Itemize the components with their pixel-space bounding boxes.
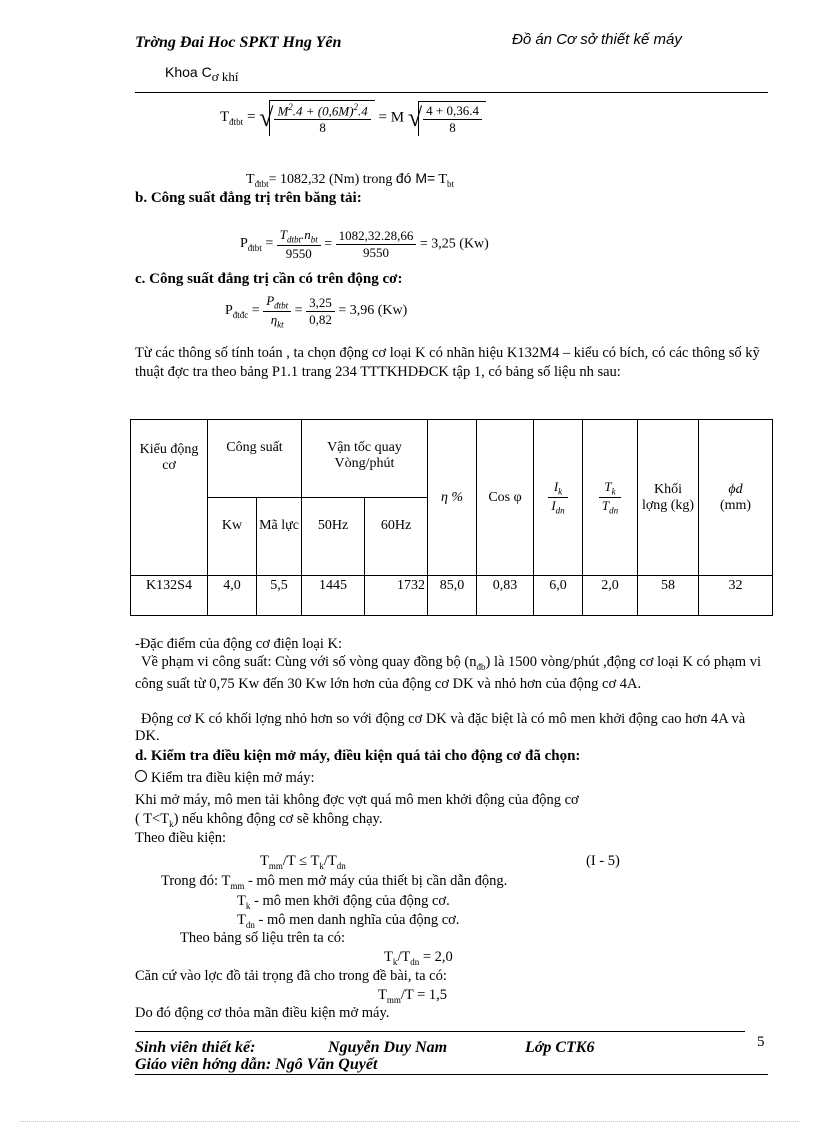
ratio-tk-tdn: $T_k/T_{dn} = 2,0$ bbox=[384, 949, 453, 967]
th-mass: Khối lợng (kg) bbox=[638, 420, 699, 576]
th-cos: Cos φ bbox=[477, 420, 534, 576]
teacher: Giáo viên hớng dẫn: Ngô Văn Quyết bbox=[135, 1056, 378, 1073]
student-name: Nguyễn Duy Nam bbox=[328, 1039, 448, 1056]
student-label: Sinh viên thiết kế: bbox=[135, 1039, 256, 1056]
th-50hz: 50Hz bbox=[302, 498, 365, 576]
where-tmm: Trong đó: $T_{mm}$ - mô men mở máy của thiết bị cần dẫn động. bbox=[161, 873, 508, 891]
formula-pdtbt: $P_{đtbt}$ = $\frac{T_{dtbt}.n_{bt}}{9550}$ = $\frac{1082,32.28,66}{9550}$ = 3,25 (Kw) bbox=[240, 227, 489, 261]
load-diagram-note: Căn cứ vào lợc đồ tải trọng đã cho trong đề bài, ta có: bbox=[135, 968, 447, 984]
features-torque: Động cơ K có khối lợng nhỏ hơn so với động cơ DK và đặc biệt là có mô men khởi động cao hơn 4A và DK. bbox=[135, 711, 746, 744]
th-type: Kiểu động cơ bbox=[131, 420, 208, 576]
cell-mass: 58 bbox=[638, 576, 699, 616]
check-line1: Khi mở máy, mô men tải không đợc vợt quá mô men khởi động của động cơ bbox=[135, 792, 579, 808]
cond-number: (I - 5) bbox=[586, 853, 620, 869]
cell-eta: 85,0 bbox=[428, 576, 477, 616]
th-diameter: ϕd (mm) bbox=[699, 420, 773, 576]
footer-rule-top bbox=[135, 1031, 745, 1032]
intro-paragraph: Từ các thông số tính toán , ta chọn động cơ loại K có nhãn hiệu K132M4 – kiểu có bích, có các thông số kỹ thuật đợc tra theo bảng P1.1 trang 234 TTTKHDĐCK tập 1, có bảng số liệu nh sau: bbox=[135, 345, 760, 380]
cell-kw: 4,0 bbox=[208, 576, 257, 616]
motor-spec-table bbox=[130, 419, 773, 616]
cell-cos: 0,83 bbox=[477, 576, 534, 616]
where-tk: $T_k$ - mô men khởi động của động cơ. bbox=[237, 893, 450, 911]
result-tdtbt: $T_{đtbt}= 1082,32$ (Nm) trong đó $M= T_{bt}$ bbox=[246, 170, 454, 189]
project-title: Đồ án Cơ sở thiết kế máy bbox=[512, 31, 682, 48]
features-title: -Đặc điểm của động cơ điện loại K: bbox=[135, 636, 342, 652]
cell-50hz: 1445 bbox=[302, 576, 365, 616]
formula-tdtbt: $T_{đtbt}$ = √ $\frac{M^2.4 + (0,6M)^2.4}{8}$ = M √ $\frac{4 + 0,36.4}{8}$ bbox=[220, 100, 486, 136]
cell-hp: 5,5 bbox=[257, 576, 302, 616]
formula-pdtdc: $P_{đtđc}$ = $\frac{P_{đtbt}}{\eta_{kt}}$ = $\frac{3,25}{0,82}$ = 3,96 (Kw) bbox=[225, 293, 408, 330]
features-power-range: Về phạm vi công suất: Cùng với số vòng quay đồng bộ $(n_{đb})$ là 1500 vòng/phút ,động cơ loại K có phạm vi công suất từ 0,75 Kw đến 30 Kw lớn hơn của động cơ DK và nhỏ hơn của động cơ 4A. bbox=[135, 654, 761, 692]
school-name: Trờng Đai Hoc SPKT Hng Yên bbox=[135, 34, 342, 51]
faculty-name: Khoa Cơ khí bbox=[165, 64, 239, 84]
th-60hz: 60Hz bbox=[365, 498, 428, 576]
cond-label: Theo điều kiện: bbox=[135, 830, 227, 846]
th-kw: Kw bbox=[208, 498, 257, 576]
th-power: Công suất bbox=[208, 420, 302, 498]
footer-rule-bottom bbox=[135, 1074, 768, 1075]
check-line2: ( $T<T_k$) nếu không động cơ sẽ không chạy. bbox=[135, 811, 383, 829]
cell-ik-idn: 6,0 bbox=[534, 576, 583, 616]
th-eta: η % bbox=[428, 420, 477, 576]
class-name: Lớp CTK6 bbox=[525, 1039, 595, 1056]
header-rule bbox=[135, 92, 768, 93]
heading-d: d. Kiểm tra điều kiện mở máy, điều kiện quá tải cho động cơ đã chọn: bbox=[135, 748, 581, 764]
heading-c: c. Công suất đẳng trị cần có trên động cơ: bbox=[135, 271, 403, 287]
page-edge bbox=[20, 1121, 800, 1122]
conclusion: Do đó động cơ thỏa mãn điều kiện mở máy. bbox=[135, 1005, 390, 1021]
cell-60hz: 1732 bbox=[365, 576, 428, 616]
table-row bbox=[131, 576, 773, 616]
th-hp: Mã lực bbox=[257, 498, 302, 576]
th-tk-tdn: $\frac{T_k}{T_{dn}}$ bbox=[583, 420, 638, 576]
th-ik-idn: $\frac{I_k}{I_{dn}}$ bbox=[534, 420, 583, 576]
where-tdn: $T_{dn}$ - mô men danh nghĩa của động cơ. bbox=[237, 912, 460, 930]
ratio-tmm-t: $T_{mm}/T = 1,5$ bbox=[378, 987, 448, 1005]
circle-bullet-icon bbox=[135, 770, 147, 782]
cell-type: K132S4 bbox=[131, 576, 208, 616]
page-number: 5 bbox=[757, 1034, 765, 1050]
heading-b: b. Công suất đẳng trị trên băng tải: bbox=[135, 190, 362, 206]
table-lookup-label: Theo bảng số liệu trên ta có: bbox=[180, 930, 346, 946]
check-bullet: Kiểm tra điều kiện mở máy: bbox=[135, 770, 315, 787]
cond-formula: $T_{mm}/T \le T_k/T_{dn}$ bbox=[260, 853, 346, 871]
cell-tk-tdn: 2,0 bbox=[583, 576, 638, 616]
th-speed: Vận tốc quay Vòng/phút bbox=[302, 420, 428, 498]
cell-diameter: 32 bbox=[699, 576, 773, 616]
